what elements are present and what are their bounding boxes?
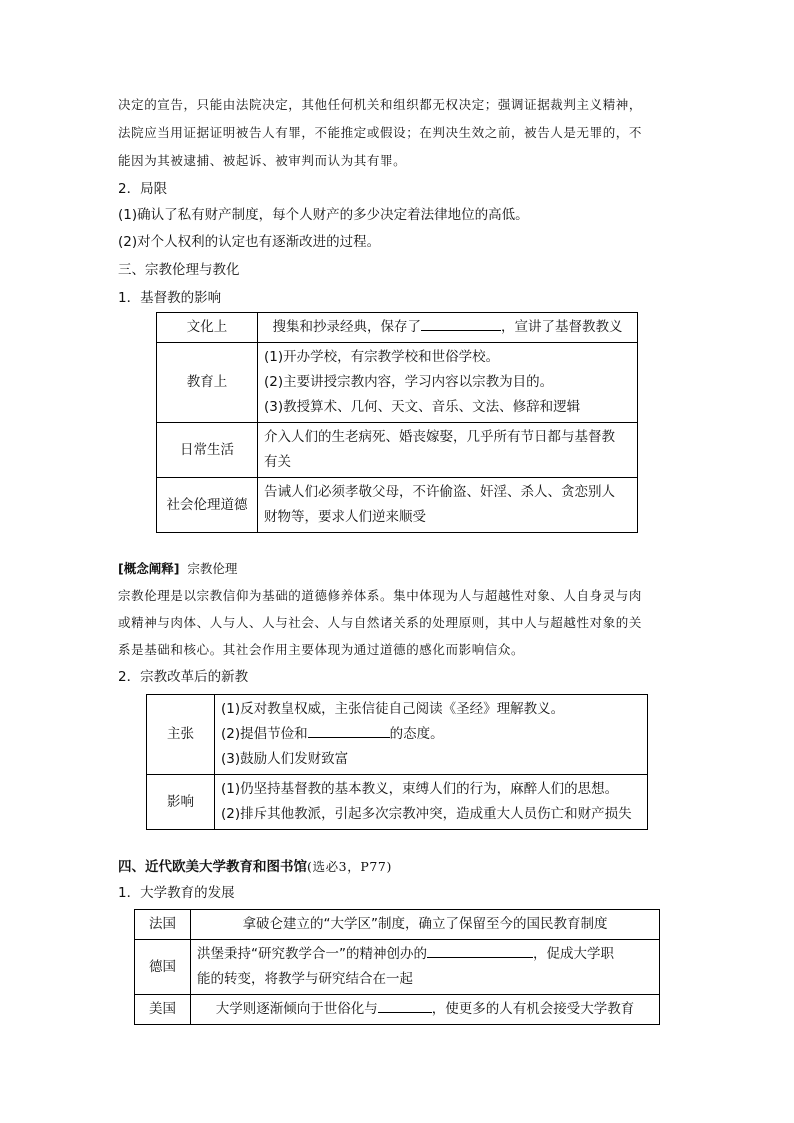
row-header-usa: 美国 [135,995,191,1025]
advocacy-item-3: (3)鼓励人们发财致富 [221,751,349,767]
germany-line-2: 能的转变，将教学与研究结合在一起 [197,971,413,987]
concept-line-2: 或精神与肉体、人与人、人与社会、人与自然诸关系的处理原则，其中人与超越性对象的关 [118,615,643,630]
germany-line-1 [197,942,653,967]
social-ethics-line-2: 财物等，要求人们逆来顺受 [264,509,426,525]
education-item-1: (1)开办学校，有宗教学校和世俗学校。 [264,349,500,365]
daily-life-line-1: 介入人们的生老病死、婚丧嫁娶，几乎所有节日都与基督教 [264,429,615,445]
table-row [135,910,660,940]
daily-life-line-2: 有关 [264,454,291,470]
germany-line-1-after: ，促成大学职 [533,946,614,962]
education-item-3: (3)教授算术、几何、天文、音乐、文法、修辞和逻辑 [264,399,581,415]
advocacy-item-2 [221,722,641,747]
concept-title: 宗教伦理 [187,561,238,576]
fill-in-blank [421,316,501,331]
row-header-impact: 影响 [147,775,215,830]
row-content-france: 拿破仑建立的“大学区”制度，确立了保留至今的国民教育制度 [191,910,660,940]
row-header-germany: 德国 [135,940,191,995]
protestantism-table [146,694,648,830]
concept-label: [概念阐释] [118,561,180,576]
concept-heading [118,560,237,578]
table-row [157,343,638,423]
christianity-influence-table [156,312,638,533]
advocacy-item-1: (1)反对教皇权威，主张信徒自己阅读《圣经》理解教义。 [221,701,565,717]
culture-text-after: ，宣讲了基督教教义 [501,319,623,335]
row-header-education: 教育上 [157,343,258,423]
row-header-advocacy: 主张 [147,695,215,775]
table-row [147,775,648,830]
row-content-germany [191,940,660,995]
fill-in-blank [427,943,533,958]
table-row [147,695,648,775]
subheading-christianity-influence: 1．基督教的影响 [118,290,222,306]
education-item-2: (2)主要讲授宗教内容，学习内容以宗教为目的。 [264,374,554,390]
row-content-social-ethics [258,478,638,533]
row-content-culture [258,313,638,343]
usa-text-after: ，使更多的人有机会接受大学教育 [431,1001,635,1017]
intro-line-3: 能因为其被逮捕、被起诉、被审判而认为其有罪。 [118,153,407,168]
table-row [157,313,638,343]
impact-item-2: (2)排斥其他教派，引起多次宗教冲突，造成重大人员伤亡和财产损失 [221,806,632,822]
section-heading-religious-ethics: 三、宗教伦理与教化 [118,262,240,278]
subheading-protestantism: 2．宗教改革后的新教 [118,669,249,685]
intro-line-1: 决定的宣告，只能由法院决定，其他任何机关和组织都无权决定；强调证据裁判主义精神， [118,97,643,112]
subheading-university-development: 1．大学教育的发展 [118,885,235,901]
impact-item-1: (1)仍坚持基督教的基本教义，束缚人们的行为，麻醉人们的思想。 [221,781,619,797]
usa-text-before: 大学则逐渐倾向于世俗化与 [215,1001,378,1017]
university-development-table [134,909,660,1025]
row-content-daily-life [258,423,638,478]
row-content-usa [191,995,660,1025]
table-row [157,478,638,533]
section-heading-universities [118,858,392,876]
limit-item-2: (2)对个人权利的认定也有逐渐改进的过程。 [118,234,381,250]
row-content-impact [215,775,648,830]
table-row [157,423,638,478]
section-heading-reference: (选必3，P77) [307,859,392,874]
table-row [135,995,660,1025]
fill-in-blank [378,998,432,1013]
table-row [135,940,660,995]
limit-item-1: (1)确认了私有财产制度，每个人财产的多少决定着法律地位的高低。 [118,207,529,223]
concept-line-1: 宗教伦理是以宗教信仰为基础的道德修养体系。集中体现为人与超越性对象、人自身灵与肉 [118,588,643,603]
row-header-france: 法国 [135,910,191,940]
row-content-advocacy [215,695,648,775]
section-heading-universities-title: 四、近代欧美大学教育和图书馆 [118,859,307,875]
row-content-education [258,343,638,423]
intro-line-2: 法院应当用证据证明被告人有罪，不能推定或假设；在判决生效之前，被告人是无罪的，不 [118,125,643,140]
row-header-daily-life: 日常生活 [157,423,258,478]
concept-line-3: 系是基础和核心。其社会作用主要体现为通过道德的感化而影响信众。 [118,642,525,657]
fill-in-blank [308,723,390,738]
germany-line-1-before: 洪堡秉持“研究教学合一”的精神创办的 [197,946,427,962]
section-heading-limits: 2．局限 [118,181,168,197]
culture-text-before: 搜集和抄录经典，保存了 [272,319,421,335]
row-header-social-ethics: 社会伦理道德 [157,478,258,533]
advocacy-item-2-before: (2)提倡节俭和 [221,726,308,742]
row-header-culture: 文化上 [157,313,258,343]
advocacy-item-2-after: 的态度。 [389,726,444,742]
social-ethics-line-1: 告诫人们必须孝敬父母，不许偷盗、奸淫、杀人、贪恋别人 [264,484,615,500]
